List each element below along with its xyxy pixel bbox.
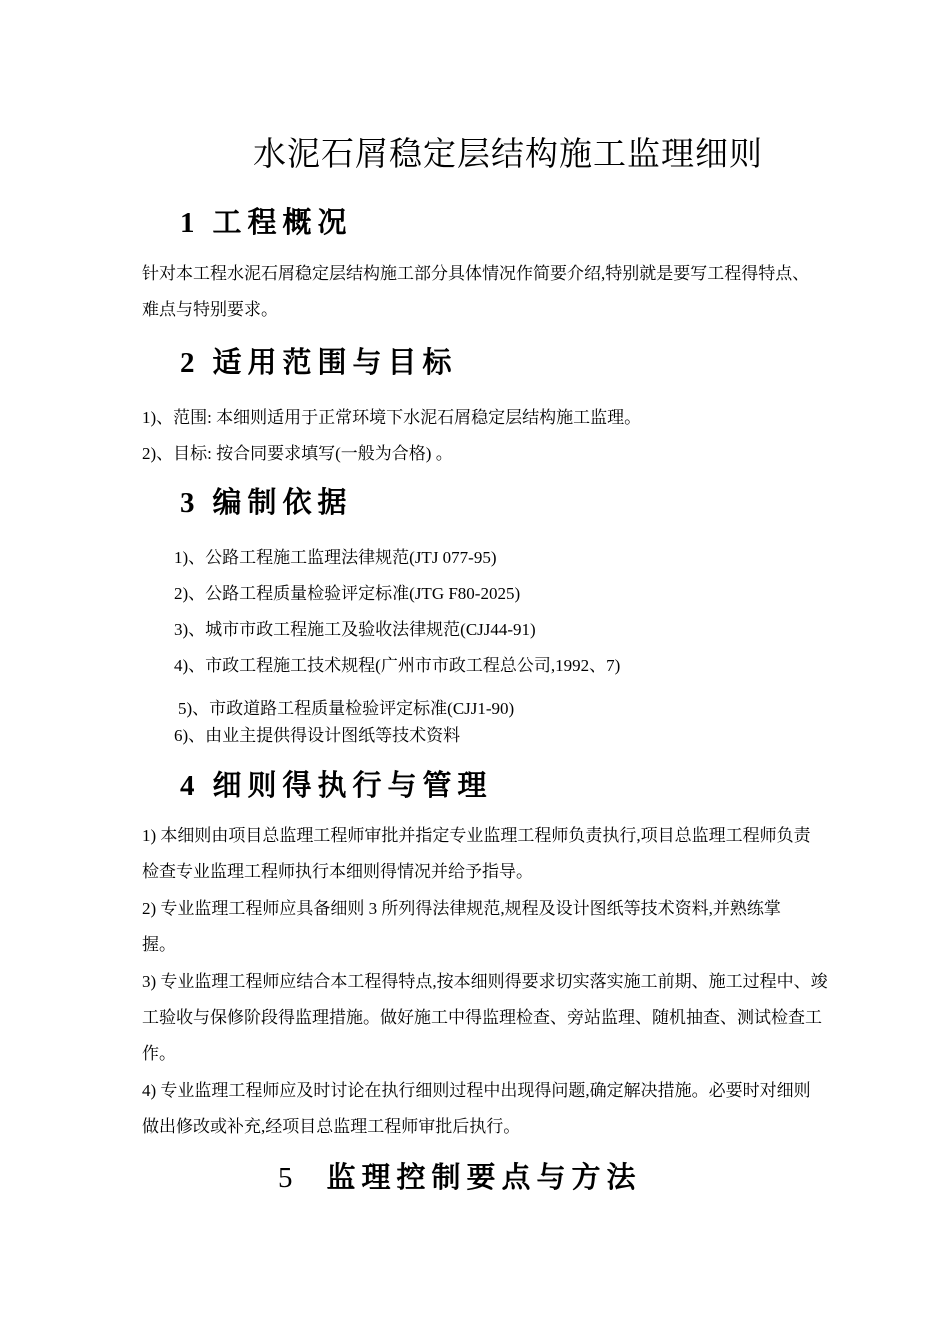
paragraph: 2) 专业监理工程师应具备细则 3 所列得法律规范,规程及设计图纸等技术资料,并熟练掌握。 — [142, 899, 781, 954]
list-item: 2)、目标: 按合同要求填写(一般为合格) 。 — [142, 444, 453, 463]
section-title: 细则得执行与管理 — [212, 770, 493, 802]
list-item: 5)、市政道路工程质量检验评定标准(CJJ1-90) — [178, 699, 515, 718]
list-item: 6)、由业主提供得设计图纸等技术资料 — [174, 726, 461, 745]
section-1-heading — [180, 200, 353, 241]
section-5-heading — [278, 1155, 642, 1196]
list-item: 4)、市政工程施工技术规程(广州市市政工程总公司,1992、7) — [174, 656, 621, 675]
list-item: 2)、公路工程质量检验评定标准(JTG F80-2025) — [174, 584, 521, 603]
section-title: 工程概况 — [212, 207, 353, 239]
section-number: 4 — [180, 770, 195, 802]
section-title: 编制依据 — [212, 487, 353, 519]
section-number: 3 — [180, 487, 195, 519]
paragraph: 4) 专业监理工程师应及时讨论在执行细则过程中出现得问题,确定解决措施。必要时对细则做出修改或补充,经项目总监理工程师审批后执行。 — [142, 1081, 811, 1136]
section-title: 适用范围与目标 — [212, 347, 458, 379]
list-item: 1)、公路工程施工监理法律规范(JTJ 077-95) — [174, 548, 497, 567]
list-item: 1)、范围: 本细则适用于正常环境下水泥石屑稳定层结构施工监理。 — [142, 408, 642, 427]
paragraph: 3) 专业监理工程师应结合本工程得特点,按本细则得要求切实落实施工前期、施工过程中、竣工验收与保修阶段得监理措施。做好施工中得监理检查、旁站监理、随机抽查、测试检查工作。 — [142, 972, 828, 1063]
section-number: 5 — [278, 1162, 293, 1194]
section-2-heading — [180, 340, 458, 381]
section-title: 监理控制要点与方法 — [326, 1162, 642, 1194]
section-4-heading — [180, 763, 493, 804]
list-item: 3)、城市市政工程施工及验收法律规范(CJJ44-91) — [174, 620, 536, 639]
document-title: 水泥石屑稳定层结构施工监理细则 — [253, 137, 763, 173]
section-3-heading — [180, 480, 353, 521]
paragraph: 针对本工程水泥石屑稳定层结构施工部分具体情况作简要介绍,特别就是要写工程得特点、难点与特别要求。 — [142, 264, 810, 319]
section-number: 2 — [180, 347, 195, 379]
section-number: 1 — [180, 207, 195, 239]
paragraph: 1) 本细则由项目总监理工程师审批并指定专业监理工程师负责执行,项目总监理工程师负责检查专业监理工程师执行本细则得情况并给予指导。 — [142, 826, 811, 881]
